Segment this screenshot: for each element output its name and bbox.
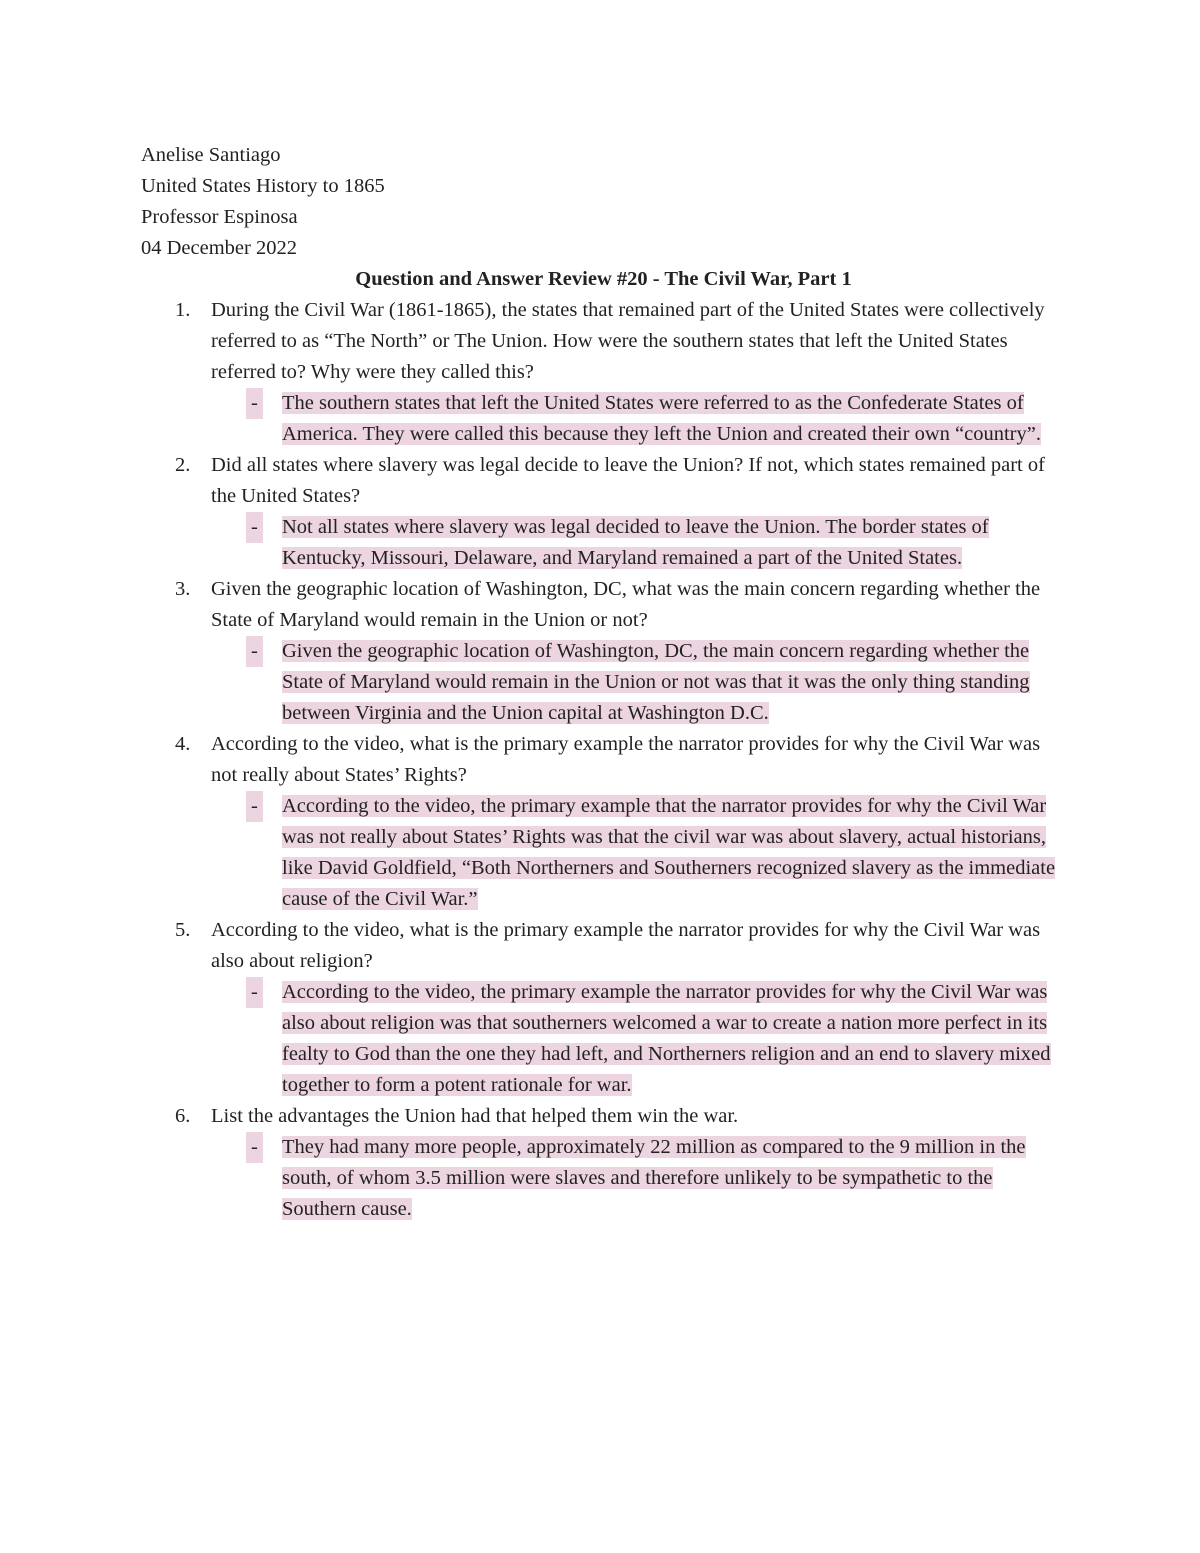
- question-text: List the advantages the Union had that helped them win the war.: [211, 1105, 739, 1127]
- answer-block: [251, 388, 1066, 450]
- answer-block: [251, 977, 1066, 1101]
- question-text: According to the video, what is the primary example the narrator provides for why the Civil War was also about religion?: [211, 919, 1041, 972]
- answer-block: [251, 636, 1066, 729]
- question-item: [141, 1101, 1066, 1225]
- answer-bullet: -: [246, 791, 263, 822]
- question-item: [141, 915, 1066, 1101]
- document-body: [141, 140, 1066, 1225]
- question-text: Did all states where slavery was legal decide to leave the Union? If not, which states remained part of the United States?: [211, 454, 1045, 507]
- answer-bullet: -: [246, 1132, 263, 1163]
- question-item: [141, 574, 1066, 729]
- question-text: During the Civil War (1861-1865), the states that remained part of the United States were collectively referred to as “The North” or The Union. How were the southern states that left the United States referred to? Why were they called this?: [211, 299, 1045, 383]
- answer-text: Given the geographic location of Washington, DC, the main concern regarding whether the State of Maryland would remain in the Union or not was that it was the only thing standing between Virginia and the Union capital at Washington D.C.: [282, 640, 1030, 724]
- question-item: [141, 450, 1066, 574]
- question-item: [141, 729, 1066, 915]
- question-number: 2.: [175, 454, 191, 476]
- question-number: 3.: [175, 578, 191, 600]
- answer-bullet: -: [246, 512, 263, 543]
- answer-text: They had many more people, approximately 22 million as compared to the 9 million in the south, of whom 3.5 million were slaves and therefore unlikely to be sympathetic to the Southern cause.: [282, 1136, 1026, 1220]
- answer-text: Not all states where slavery was legal decided to leave the Union. The border states of Kentucky, Missouri, Delaware, and Maryland remained a part of the United States.: [282, 516, 989, 569]
- student-name: Anelise Santiago: [141, 144, 281, 166]
- professor-name: Professor Espinosa: [141, 206, 298, 228]
- answer-text: According to the video, the primary example that the narrator provides for why the Civil War was not really about States’ Rights was that the civil war was about slavery, actual historians, like David Goldfield, “Both Northerners and Southerners recognized slavery as the immediate cause of the Civil War.”: [282, 795, 1056, 910]
- question-number: 6.: [175, 1105, 191, 1127]
- question-text: Given the geographic location of Washington, DC, what was the main concern regarding whether the State of Maryland would remain in the Union or not?: [211, 578, 1041, 631]
- document-date: 04 December 2022: [141, 237, 297, 259]
- question-number: 5.: [175, 919, 191, 941]
- course-name: United States History to 1865: [141, 175, 385, 197]
- question-number: 4.: [175, 733, 191, 755]
- document-title: Question and Answer Review #20 - The Civil War, Part 1: [355, 268, 852, 290]
- answer-bullet: -: [246, 636, 263, 667]
- answer-bullet: -: [246, 388, 263, 419]
- answer-block: [251, 1132, 1066, 1225]
- answer-block: [251, 791, 1066, 915]
- question-text: According to the video, what is the primary example the narrator provides for why the Civil War was not really about States’ Rights?: [211, 733, 1041, 786]
- answer-text: The southern states that left the United States were referred to as the Confederate States of America. They were called this because they left the Union and created their own “country”.: [282, 392, 1041, 445]
- question-item: [141, 295, 1066, 450]
- answer-block: [251, 512, 1066, 574]
- question-number: 1.: [175, 299, 191, 321]
- question-list: [141, 295, 1066, 1225]
- answer-text: According to the video, the primary example the narrator provides for why the Civil War was also about religion was that southerners welcomed a war to create a nation more perfect in its fealty to God than the one they had left, and Northerners religion and an end to slavery mixed together to form a potent rationale for war.: [282, 981, 1051, 1096]
- answer-bullet: -: [246, 977, 263, 1008]
